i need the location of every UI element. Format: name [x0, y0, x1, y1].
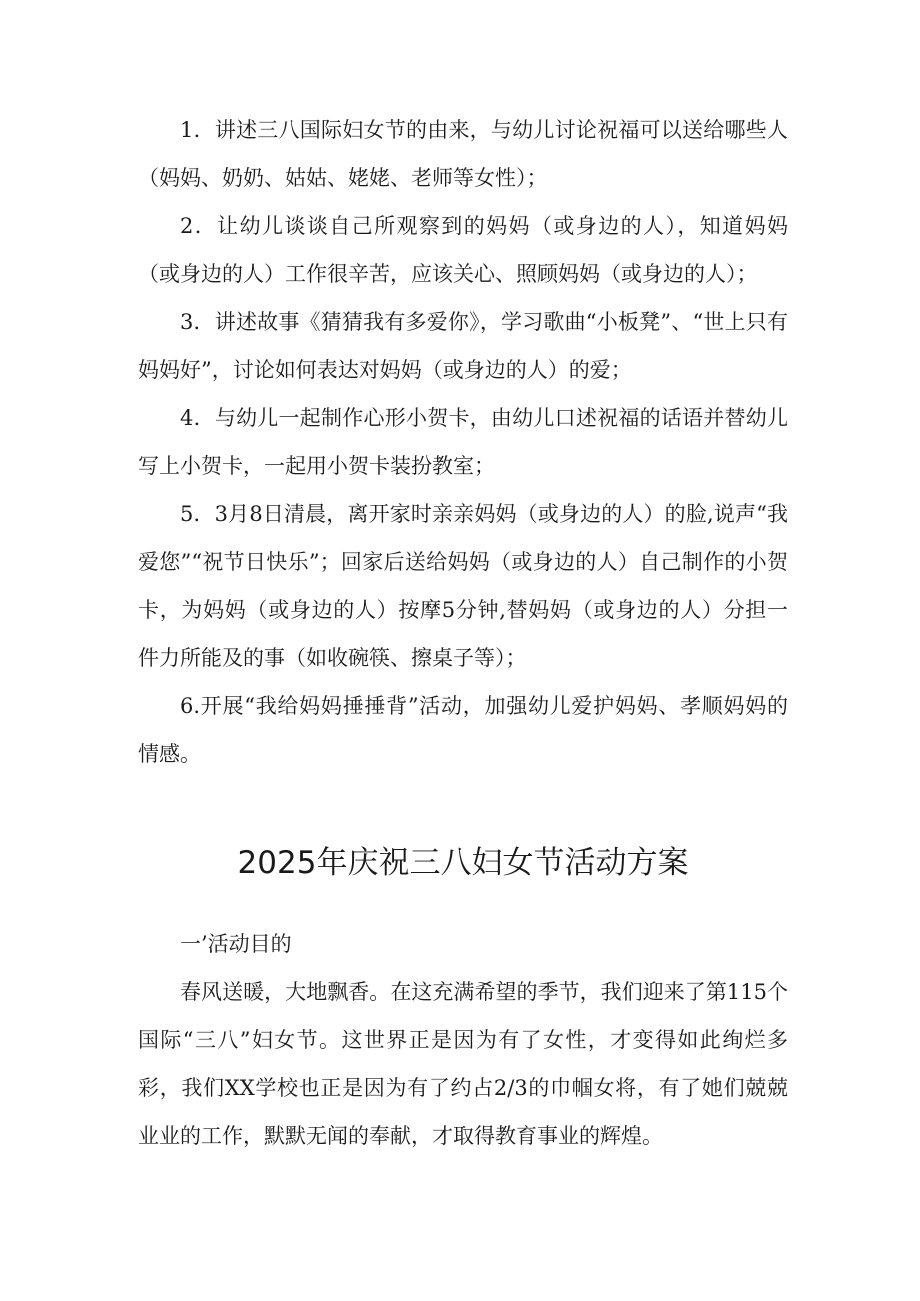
section-heading: 一’活动目的 — [180, 932, 292, 956]
list-item-3: 3．讲述故事《猜猜我有多爱你》，学习歌曲“小板凳”、“世上只有妈妈好”，讨论如何表达对妈妈（或身边的人）的爱； — [138, 310, 788, 382]
purpose-section — [138, 920, 788, 1160]
list-item-6: 6.开展“我给妈妈捶捶背”活动，加强幼儿爱护妈妈、孝顺妈妈的情感。 — [138, 694, 788, 766]
document-title: 2025年庆祝三八妇女节活动方案 — [237, 845, 689, 881]
section-paragraph: 春风送暖，大地飘香。在这充满希望的季节，我们迎来了第115个国际“三八”妇女节。这世界正是因为有了女性，才变得如此绚烂多彩，我们XX学校也正是因为有了约占2/3的巾帼女将，有了她们兢兢业业的工作，默默无闻的奉献，才取得教育事业的辉煌。 — [138, 980, 788, 1148]
list-item-1: 1．讲述三八国际妇女节的由来，与幼儿讨论祝福可以送给哪些人（妈妈、奶奶、姑姑、姥姥、老师等女性）； — [138, 118, 788, 190]
list-item-2: 2．让幼儿谈谈自己所观察到的妈妈（或身边的人），知道妈妈（或身边的人）工作很辛苦，应该关心、照顾妈妈（或身边的人）； — [138, 214, 788, 286]
activity-list — [138, 106, 788, 778]
list-item-4: 4．与幼儿一起制作心形小贺卡，由幼儿口述祝福的话语并替幼儿写上小贺卡，一起用小贺卡装扮教室； — [138, 406, 788, 478]
list-item-5: 5．3月8日清晨，离开家时亲亲妈妈（或身边的人）的脸,说声“我爱您”“祝节日快乐”；回家后送给妈妈（或身边的人）自己制作的小贺卡，为妈妈（或身边的人）按摩5分钟,替妈妈（或身边的人）分担一件力所能及的事（如收碗筷、擦桌子等）； — [138, 502, 788, 670]
